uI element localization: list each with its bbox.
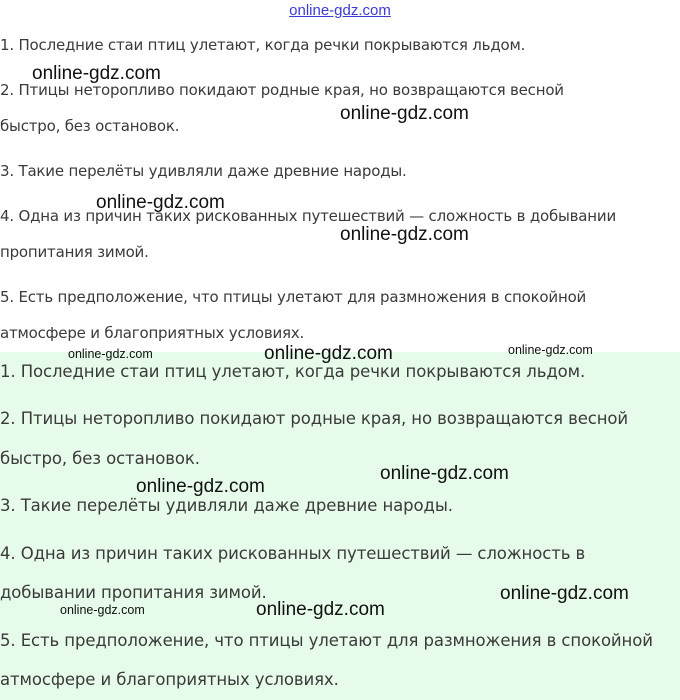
watermark: online-gdz.com <box>68 347 153 361</box>
watermark: online-gdz.com <box>256 599 385 620</box>
sentence-1: 1. Последние стаи птиц улетают, когда речки покрываются льдом. <box>0 36 526 54</box>
watermark: online-gdz.com <box>136 476 265 497</box>
sentence-4-line-2: пропитания зимой. <box>0 243 149 261</box>
sentence-4-line-1: 4. Одна из причин таких рискованных путешествий — сложность в добывании <box>0 207 617 225</box>
site-header-link[interactable]: online-gdz.com <box>289 2 391 19</box>
answer-sentence-2-line-1: 2. Птицы неторопливо покидают родные края, но возвращаются весной <box>0 409 629 428</box>
answer-sentence-5-line-2: атмосфере и благоприятных условиях. <box>0 670 339 689</box>
sentence-5-line-1: 5. Есть предположение, что птицы улетают для размножения в спокойной <box>0 288 587 306</box>
text-block-answer <box>0 352 680 700</box>
sentence-2-line-2: быстро, без остановок. <box>0 117 180 135</box>
answer-sentence-4-line-2: добывании пропитания зимой. <box>0 583 267 602</box>
answer-sentence-3: 3. Такие перелёты удивляли даже древние народы. <box>0 496 453 515</box>
answer-sentence-1: 1. Последние стаи птиц улетают, когда речки покрываются льдом. <box>0 362 586 381</box>
watermark: online-gdz.com <box>500 583 629 604</box>
watermark: online-gdz.com <box>60 603 145 617</box>
watermark: online-gdz.com <box>340 103 469 124</box>
watermark: online-gdz.com <box>96 192 225 213</box>
watermark: online-gdz.com <box>508 343 593 357</box>
sentence-3: 3. Такие перелёты удивляли даже древние народы. <box>0 162 407 180</box>
watermark: online-gdz.com <box>32 63 161 84</box>
sentence-2-line-1: 2. Птицы неторопливо покидают родные края, но возвращаются весной <box>0 81 564 99</box>
answer-sentence-2-line-2: быстро, без остановок. <box>0 449 200 468</box>
watermark: online-gdz.com <box>340 224 469 245</box>
watermark: online-gdz.com <box>380 463 509 484</box>
watermark: online-gdz.com <box>264 343 393 364</box>
sentence-5-line-2: атмосфере и благоприятных условиях. <box>0 324 305 342</box>
answer-sentence-4-line-1: 4. Одна из причин таких рискованных путешествий — сложность в <box>0 544 586 563</box>
answer-sentence-5-line-1: 5. Есть предположение, что птицы улетают для размножения в спокойной <box>0 631 653 650</box>
